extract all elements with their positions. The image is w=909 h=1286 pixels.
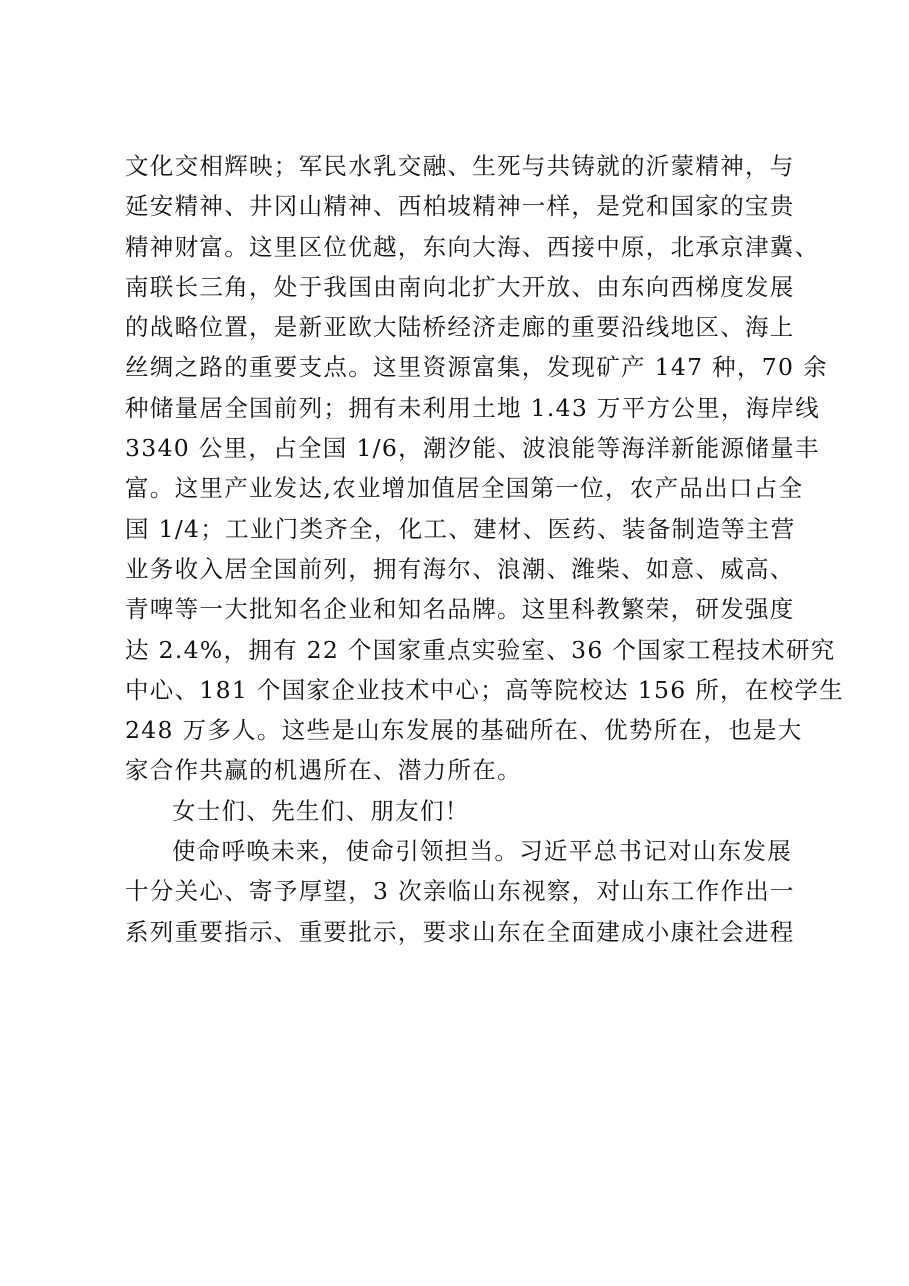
text-line: 种储量居全国前列；拥有未利用土地 1.43 万平方公里，海岸线 — [125, 393, 821, 422]
text-line: 精神财富。这里区位优越，东向大海、西接中原，北承京津冀、 — [125, 232, 820, 261]
text-line: 女士们、先生们、朋友们！ — [172, 796, 470, 825]
text-line: 系列重要指示、重要批示，要求山东在全面建成小康社会进程 — [125, 917, 795, 946]
text-line: 248 万多人。这些是山东发展的基础所在、优势所在，也是大 — [125, 716, 803, 745]
text-line: 的战略位置，是新亚欧大陆桥经济走廊的重要沿线地区、海上 — [125, 313, 795, 342]
text-line: 青啤等一大批知名企业和知名品牌。这里科教繁荣，研发强度 — [125, 595, 795, 624]
text-line: 达 2.4%，拥有 22 个国家重点实验室、36 个国家工程技术研究 — [125, 635, 836, 664]
text-line: 使命呼唤未来，使命引领担当。习近平总书记对山东发展 — [172, 837, 792, 866]
text-line: 业务收入居全国前列，拥有海尔、浪潮、潍柴、如意、威高、 — [125, 554, 795, 583]
text-line: 家合作共赢的机遇所在、潜力所在。 — [125, 756, 522, 785]
text-line: 十分关心、寄予厚望，3 次亲临山东视察，对山东工作作出一 — [125, 877, 795, 906]
text-line: 富。这里产业发达,农业增加值居全国第一位，农产品出口占全 — [125, 474, 804, 503]
text-line: 南联长三角，处于我国由南向北扩大开放、由东向西梯度发展 — [125, 272, 795, 301]
text-line: 延安精神、井冈山精神、西柏坡精神一样，是党和国家的宝贵 — [125, 192, 795, 221]
text-line: 国 1/4；工业门类齐全，化工、建材、医药、装备制造等主营 — [125, 514, 796, 543]
text-line: 丝绸之路的重要支点。这里资源富集，发现矿产 147 种，70 余 — [125, 353, 828, 382]
text-line: 中心、181 个国家企业技术中心；高等院校达 156 所，在校学生 — [125, 675, 845, 704]
body-text — [125, 146, 845, 952]
text-line: 文化交相辉映；军民水乳交融、生死与共铸就的沂蒙精神，与 — [125, 152, 795, 180]
text-line: 3340 公里，占全国 1/6，潮汐能、波浪能等海洋新能源储量丰 — [125, 434, 820, 463]
